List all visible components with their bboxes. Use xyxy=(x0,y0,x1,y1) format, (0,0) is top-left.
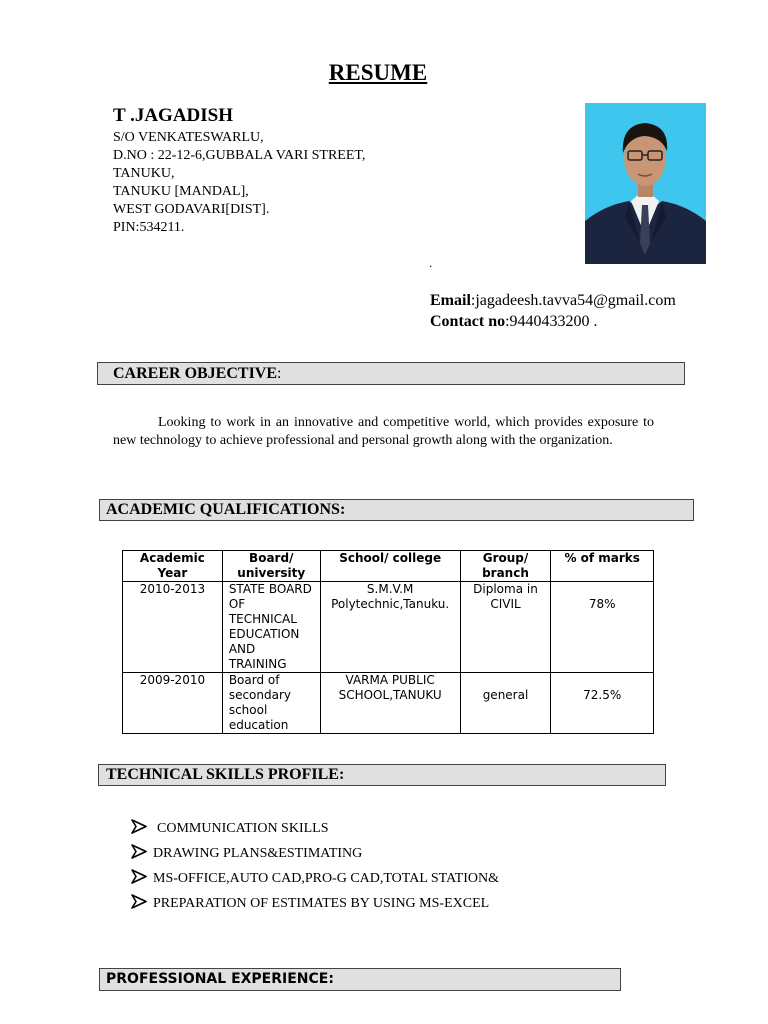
cell-group: general xyxy=(460,673,551,734)
candidate-name: T .JAGADISH xyxy=(113,105,234,126)
resume-title: RESUME xyxy=(328,60,428,85)
cell-school: S.M.V.M Polytechnic,Tanuku. xyxy=(320,582,460,673)
header-marks: % of marks xyxy=(551,551,654,582)
arrow-bullet-icon xyxy=(131,869,153,889)
career-objective-text xyxy=(113,414,654,450)
cell-year: 2009-2010 xyxy=(123,673,223,734)
cell-board: STATE BOARD OF TECHNICAL EDUCATION AND TRAINING xyxy=(222,582,320,673)
address-block xyxy=(113,129,365,237)
stray-dot: . xyxy=(429,255,433,270)
cell-board: Board of secondary school education xyxy=(222,673,320,734)
profile-photo xyxy=(585,103,706,264)
profile-photo-image xyxy=(585,103,706,264)
arrow-bullet-icon xyxy=(131,844,153,864)
email-label: Email xyxy=(430,292,471,309)
list-item xyxy=(131,816,499,841)
academic-qualifications-heading: ACADEMIC QUALIFICATIONS: xyxy=(99,499,694,521)
cell-group: Diploma in CIVIL xyxy=(460,582,551,673)
address-line: TANUKU, xyxy=(113,166,175,181)
email-value: :jagadeesh.tavva54@gmail.com xyxy=(470,292,676,309)
arrow-bullet-icon xyxy=(131,894,153,914)
cell-marks: 78% xyxy=(551,582,654,673)
arrow-bullet-icon xyxy=(131,819,153,839)
table-row xyxy=(123,673,654,734)
skill-text: PREPARATION OF ESTIMATES BY USING MS-EXCEL xyxy=(153,895,490,911)
header-group: Group/ branch xyxy=(460,551,551,582)
skill-text: DRAWING PLANS&ESTIMATING xyxy=(153,845,363,861)
address-line: D.NO : 22-12-6,GUBBALA VARI STREET, xyxy=(113,148,366,163)
table-row xyxy=(123,582,654,673)
address-line: WEST GODAVARI[DIST]. xyxy=(113,202,270,217)
header-school: School/ college xyxy=(320,551,460,582)
cell-year: 2010-2013 xyxy=(123,582,223,673)
address-line: TANUKU [MANDAL], xyxy=(113,184,249,199)
skill-text: COMMUNICATION SKILLS xyxy=(157,820,329,836)
email-line xyxy=(430,290,676,311)
career-objective-heading-colon: : xyxy=(277,365,282,382)
list-item xyxy=(131,841,499,866)
list-item xyxy=(131,866,499,891)
career-objective-paragraph: Looking to work in an innovative and competitive world, which provides exposure to new technology to achieve professional and personal growth along with the organization. xyxy=(113,415,654,448)
academic-table xyxy=(122,550,654,734)
cell-school: VARMA PUBLIC SCHOOL,TANUKU xyxy=(320,673,460,734)
header-academic-year: Academic Year xyxy=(123,551,223,582)
address-line: PIN:534211. xyxy=(113,220,185,235)
phone-label: Contact no xyxy=(430,313,506,330)
technical-skills-heading: TECHNICAL SKILLS PROFILE: xyxy=(98,764,666,786)
phone-line xyxy=(430,311,676,332)
career-objective-heading-text: CAREER OBJECTIVE xyxy=(113,365,278,382)
address-line: S/O VENKATESWARLU, xyxy=(113,130,264,145)
cell-marks: 72.5% xyxy=(551,673,654,734)
contact-block xyxy=(430,290,676,332)
phone-value: :9440433200 . xyxy=(505,313,598,330)
table-header-row xyxy=(123,551,654,582)
skills-list xyxy=(131,816,499,916)
career-objective-heading xyxy=(97,362,685,385)
professional-experience-heading: PROFESSIONAL EXPERIENCE: xyxy=(99,968,621,991)
header-board: Board/ university xyxy=(222,551,320,582)
skill-text: MS-OFFICE,AUTO CAD,PRO-G CAD,TOTAL STATION& xyxy=(153,870,499,886)
list-item xyxy=(131,891,499,916)
